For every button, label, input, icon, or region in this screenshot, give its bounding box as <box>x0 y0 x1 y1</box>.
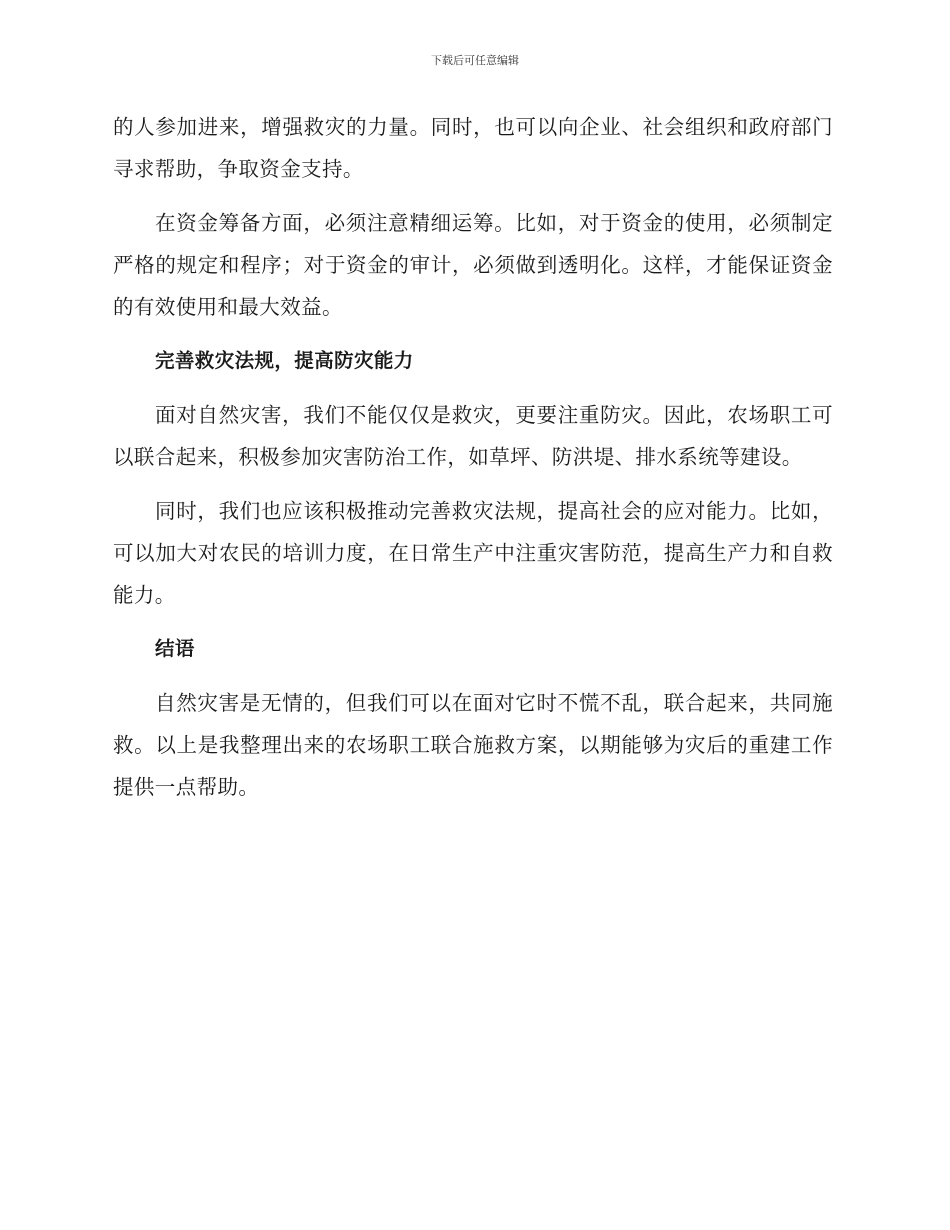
paragraph-regulations: 同时，我们也应该积极推动完善救灾法规，提高社会的应对能力。比如，可以加大对农民的培训力度，在日常生产中注重灾害防范，提高生产力和自救能力。 <box>113 499 833 607</box>
document-body <box>113 106 833 820</box>
section-heading-regulations: 完善救灾法规，提高防灾能力 <box>155 349 414 372</box>
paragraph-continuation: 的人参加进来，增强救灾的力量。同时，也可以向企业、社会组织和政府部门寻求帮助，争取资金支持。 <box>113 115 833 181</box>
page-header: 下载后可任意编辑 <box>431 54 519 67</box>
section-heading-conclusion: 结语 <box>155 637 195 660</box>
paragraph-prevention: 面对自然灾害，我们不能仅仅是救灾，更要注重防灾。因此，农场职工可以联合起来，积极参加灾害防治工作，如草坪、防洪堤、排水系统等建设。 <box>113 403 833 469</box>
paragraph-funding: 在资金筹备方面，必须注意精细运筹。比如，对于资金的使用，必须制定严格的规定和程序；对于资金的审计，必须做到透明化。这样，才能保证资金的有效使用和最大效益。 <box>113 211 833 319</box>
paragraph-conclusion: 自然灾害是无情的，但我们可以在面对它时不慌不乱，联合起来，共同施救。以上是我整理出来的农场职工联合施救方案，以期能够为灾后的重建工作提供一点帮助。 <box>113 691 833 799</box>
